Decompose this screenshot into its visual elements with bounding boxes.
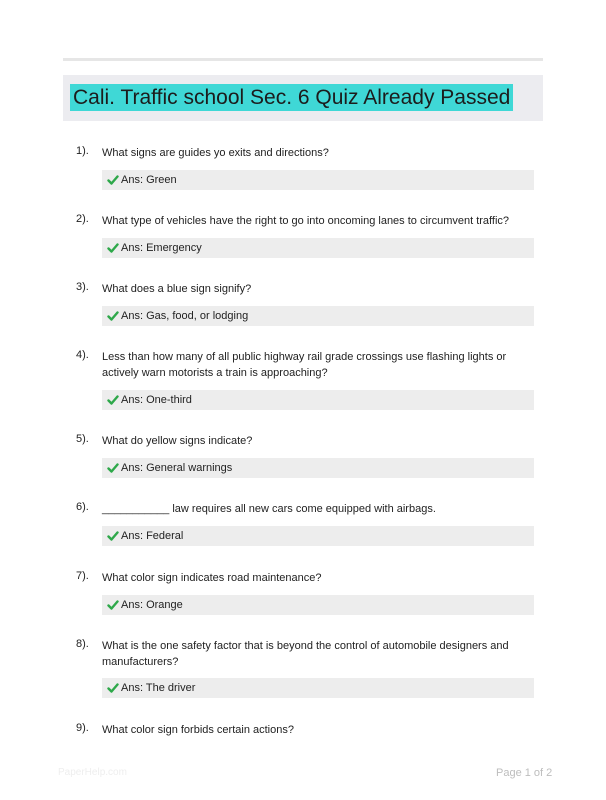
answer-text: Ans: Federal [121,530,184,542]
question-number: 4). [76,349,89,361]
answer-text: Ans: The driver [121,682,196,694]
answer-text: Ans: Green [121,174,177,186]
page-number: Page 1 of 2 [496,767,553,779]
check-icon [107,530,119,542]
check-icon [107,599,119,611]
question-text: What does a blue sign signify? [102,283,252,295]
question-number: 2). [76,213,89,225]
question-number: 6). [76,501,89,513]
answer-text: Ans: Orange [121,599,183,611]
question-number: 5). [76,433,89,445]
question-text: Less than how many of all public highway rail grade crossings use flashing lights or actively warn motorists a train is approaching? [102,351,507,379]
question-text: What color sign forbids certain actions? [102,724,294,736]
check-icon [107,242,119,254]
page-title: Cali. Traffic school Sec. 6 Quiz Already Passed [70,84,513,111]
question-text: What type of vehicles have the right to go into oncoming lanes to circumvent traffic? [102,215,510,227]
question-number: 7). [76,570,89,582]
top-divider [63,58,543,61]
question-text: What is the one safety factor that is beyond the control of automobile designers and manufacturers? [102,640,509,668]
footer-watermark: PaperHelp.com [58,767,127,778]
answer-text: Ans: General warnings [121,462,233,474]
answer-box [102,390,534,410]
question-number: 9). [76,722,89,734]
check-icon [107,394,119,406]
question-text: What signs are guides yo exits and directions? [102,147,329,159]
question-number: 8). [76,638,89,650]
question-number: 1). [76,145,89,157]
question-text: What color sign indicates road maintenance? [102,572,322,584]
check-icon [107,682,119,694]
check-icon [107,310,119,322]
answer-box [102,526,534,546]
answer-text: Ans: One-third [121,394,192,406]
question-text: What do yellow signs indicate? [102,435,253,447]
answer-box [102,238,534,258]
check-icon [107,462,119,474]
check-icon [107,174,119,186]
answer-box [102,458,534,478]
answer-text: Ans: Gas, food, or lodging [121,310,249,322]
question-text: ___________ law requires all new cars come equipped with airbags. [102,503,436,515]
answer-box [102,678,534,698]
answer-box [102,595,534,615]
answer-text: Ans: Emergency [121,242,202,254]
question-number: 3). [76,281,89,293]
answer-box [102,170,534,190]
answer-box [102,306,534,326]
